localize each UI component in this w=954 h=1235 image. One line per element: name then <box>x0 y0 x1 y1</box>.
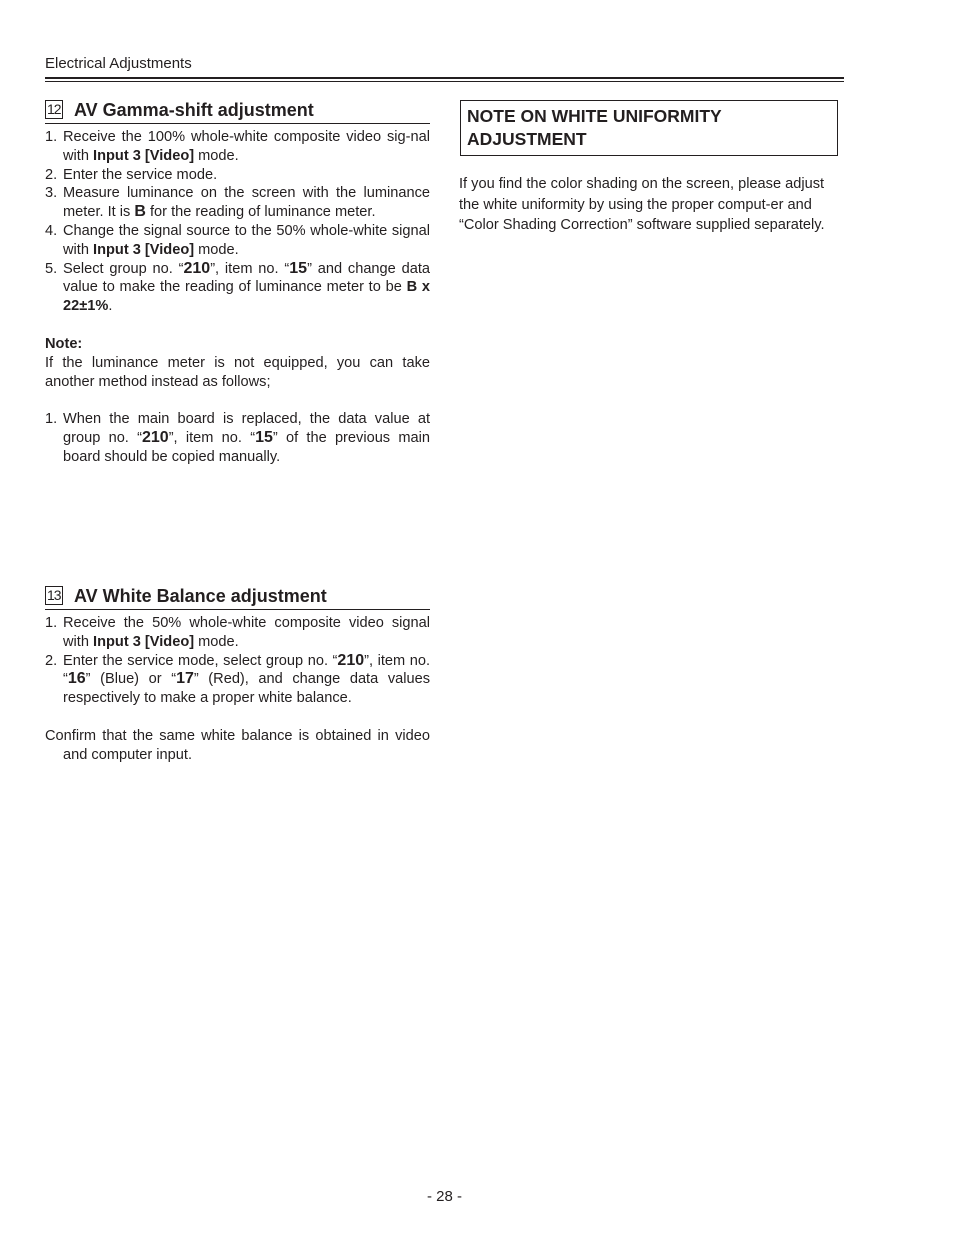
section-body <box>45 128 430 467</box>
header-rule-thin <box>45 81 844 82</box>
section-number-badge: 13 <box>47 587 61 603</box>
note-box-title: NOTE ON WHITE UNIFORMITY ADJUSTMENT <box>467 106 722 149</box>
section-gamma-shift <box>45 99 430 467</box>
step-item: 3. Measure luminance on the screen with the luminance meter. It is B for the reading of luminance meter. <box>45 185 430 221</box>
step-item: 1. When the main board is replaced, the data value at group no. “210”, item no. “15” of the previous main board should be copied manually. <box>45 411 430 465</box>
note-text: If the luminance meter is not equipped, you can take another method instead as follows; <box>45 354 430 390</box>
white-uniformity-note-text: If you find the color shading on the screen, please adjust the white uniformity by using the proper comput-er and “Color Shading Correction” software supplied separately. <box>459 176 825 233</box>
page-number: - 28 - <box>426 1188 462 1205</box>
step-list <box>45 614 430 708</box>
section-number-badge: 12 <box>47 101 61 117</box>
step-list <box>45 128 430 316</box>
step-item: 1. Receive the 50% whole-white composite video signal with Input 3 [Video] mode. <box>45 615 430 650</box>
step-item: 2. Enter the service mode. <box>45 166 218 183</box>
section-title: AV White Balance adjustment <box>74 586 327 606</box>
section-body <box>45 614 430 764</box>
step-item: 2. Enter the service mode, select group no. “210”, item no. “16” (Blue) or “17” (Red), and change data values respectively to make a proper white balance. <box>45 651 431 707</box>
note-label: Note: <box>45 335 83 352</box>
header-rule-thick <box>45 77 844 79</box>
section-heading <box>45 99 430 124</box>
white-uniformity-note-box <box>460 100 838 156</box>
section-heading <box>45 585 430 610</box>
step-item: 5. Select group no. “210”, item no. “15” and change data value to make the reading of luminance meter to be B x 22±1%. <box>45 259 430 315</box>
alt-step-list <box>45 410 430 466</box>
step-item: 4. Change the signal source to the 50% whole-white signal with Input 3 [Video] mode. <box>45 222 430 258</box>
page-header-title: Electrical Adjustments <box>45 55 192 72</box>
section-white-balance <box>45 585 430 764</box>
confirm-text: Confirm that the same white balance is obtained in video and computer input. <box>45 727 430 763</box>
step-item: 1. Receive the 100% whole-white composite video sig-nal with Input 3 [Video] mode. <box>45 129 430 164</box>
section-title: AV Gamma-shift adjustment <box>74 100 314 120</box>
